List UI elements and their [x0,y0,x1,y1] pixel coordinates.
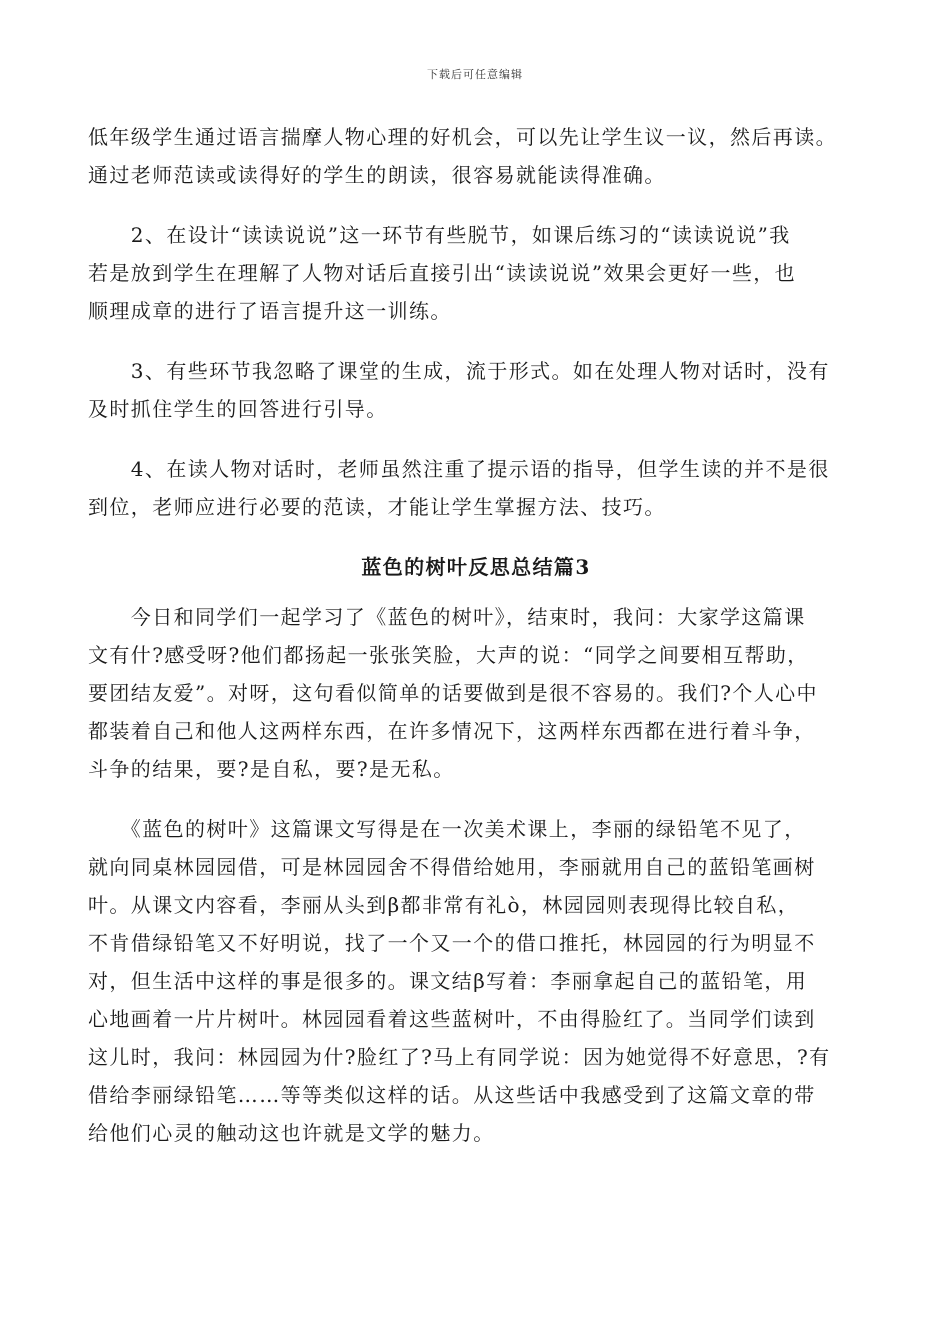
document-body [88,118,864,1152]
section-paragraph-1 [88,598,864,788]
text-line: 给他们心灵的触动这也许就是文学的魅力。 [88,1121,495,1145]
text-line: 顺理成章的进行了语言提升这一训练。 [88,299,452,323]
text-line: 不肯借绿铅笔又不好明说，找了一个又一个的借口推托，林园园的行为明显不 [88,931,816,955]
text-line: 《蓝色的树叶》这篇课文写得是在一次美术课上，李丽的绿铅笔不见了， [88,817,806,841]
text-line: 心地画着一片片树叶。林园园看着这些蓝树叶，不由得脸红了。当同学们读到 [88,1007,816,1031]
paragraph-1 [88,118,864,194]
text-line: 借给李丽绿铅笔……等等类似这样的话。从这些话中我感受到了这篇文章的带 [88,1083,816,1107]
page-header: 下载后可任意编辑 [427,68,523,81]
paragraph-2 [88,216,864,330]
text-line: 低年级学生通过语言揣摩人物心理的好机会，可以先让学生议一议，然后再读。 [88,125,837,149]
text-line: 若是放到学生在理解了人物对话后直接引出“读读说说”效果会更好一些，也 [88,261,797,285]
section-title: 蓝色的树叶反思总结篇3 [361,555,591,579]
text-line: 及时抓住学生的回答进行引导。 [88,397,388,421]
text-line: 今日和同学们一起学习了《蓝色的树叶》，结束时，我问：大家学这篇课 [88,605,806,629]
text-line: 斗争的结果，要?是自私，要?是无私。 [88,757,455,781]
text-line: 通过老师范读或读得好的学生的朗读，很容易就能读得准确。 [88,163,666,187]
text-line: 3、有些环节我忽略了课堂的生成，流于形式。如在处理人物对话时，没有 [88,359,830,383]
text-line: 就向同桌林园园借，可是林园园舍不得借给她用，李丽就用自己的蓝铅笔画树 [88,855,816,879]
text-line: 文有什?感受呀?他们都扬起一张张笑脸，大声的说：“同学之间要相互帮助， [88,643,809,667]
text-line: 都装着自己和他人这两样东西，在许多情况下，这两样东西都在进行着斗争， [88,719,816,743]
text-line: 4、在读人物对话时，老师虽然注重了提示语的指导，但学生读的并不是很 [88,457,830,481]
section-paragraph-2 [88,810,864,1152]
text-line: 2、在设计“读读说说”这一环节有些脱节，如课后练习的“读读说说”我 [88,223,791,247]
paragraph-3 [88,352,864,428]
paragraph-4 [88,450,864,526]
text-line: 叶。从课文内容看，李丽从头到β都非常有礼ò，林园园则表现得比较自私， [88,893,800,917]
text-line: 这儿时，我问：林园园为什?脸红了?马上有同学说：因为她觉得不好意思，?有 [88,1045,831,1069]
text-line: 对，但生活中这样的事是很多的。课文结β写着：李丽拿起自己的蓝铅笔，用 [88,969,808,993]
text-line: 要团结友爱”。对呀，这句看似简单的话要做到是很不容易的。我们?个人心中 [88,681,818,705]
text-line: 到位，老师应进行必要的范读，才能让学生掌握方法、技巧。 [88,495,666,519]
